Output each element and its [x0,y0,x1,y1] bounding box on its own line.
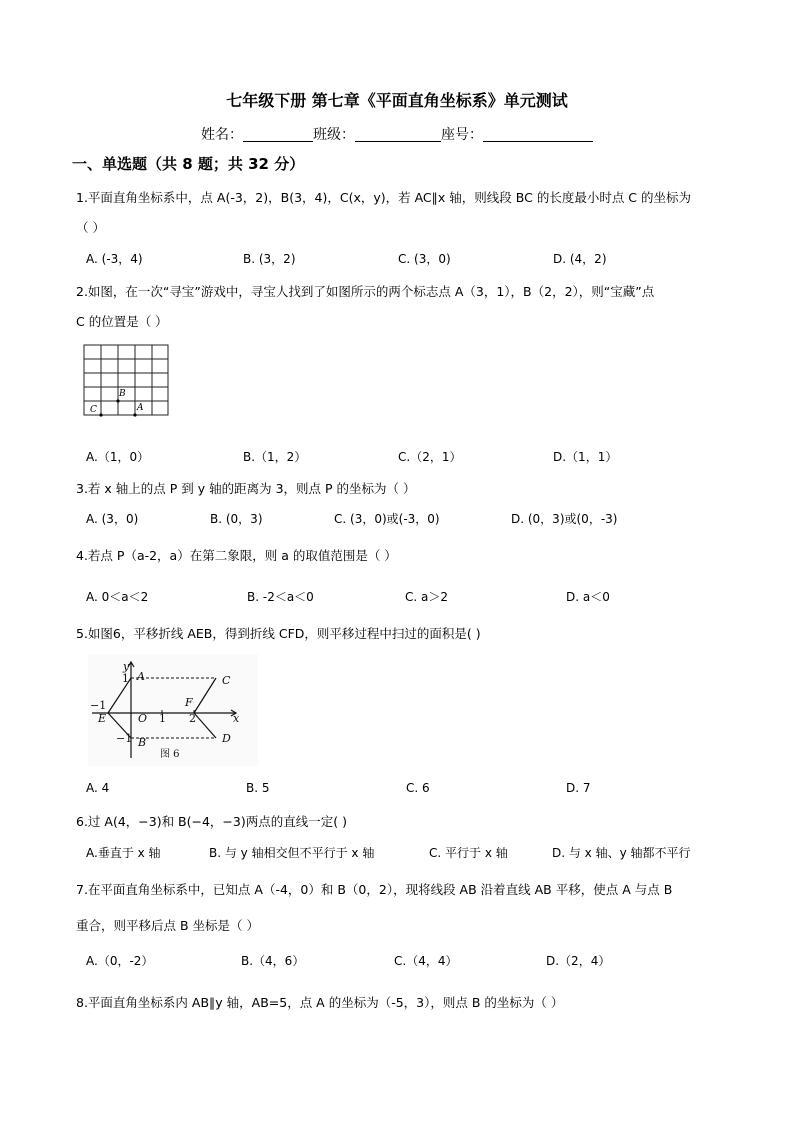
q1-option-b[interactable]: B. (3，2) [243,252,296,266]
label-o: O [138,712,148,725]
question-8-line-1: 8.平面直角坐标系内 AB∥y 轴，AB=5，点 A 的坐标为（-5，3），则点 B 的坐标为（ ） [76,995,564,1010]
point-b-dot [116,399,119,402]
tick-1-x: 1 [159,712,166,725]
student-info [0,124,794,144]
section-heading: 一、单选题（共 8 题；共 32 分） [72,155,305,173]
q5-option-a[interactable]: A. 4 [86,781,110,795]
q4-option-c[interactable]: C. a＞2 [405,590,448,604]
tick-neg1-y: −1 [116,732,133,745]
question-1-line-2: （ ） [76,220,105,235]
page-title: 七年级下册 第七章《平面直角坐标系》单元测试 [226,91,568,110]
q2-option-b[interactable]: B.（1，2） [243,450,307,464]
q2-option-d[interactable]: D.（1，1） [553,450,618,464]
q6-option-d[interactable]: D. 与 x 轴、y 轴都不平行 [552,846,691,860]
question-2-line-2: C 的位置是（ ） [76,314,168,329]
label-a: A [137,403,144,413]
name-blank[interactable] [243,127,313,142]
question-5-line-1: 5.如图6，平移折线 AEB，得到折线 CFD，则平移过程中扫过的面积是( ) [76,626,481,641]
label-c: C [90,405,97,415]
class-label: 班级： [313,127,355,143]
q4-option-d[interactable]: D. a＜0 [566,590,610,604]
q1-option-a[interactable]: A. (-3，4) [86,252,143,266]
tick-1-y: 1 [122,672,129,685]
q3-option-b[interactable]: B. (0，3) [210,512,263,526]
label-x: x [233,712,240,725]
point-a-dot [133,413,136,416]
q4-option-a[interactable]: A. 0＜a＜2 [86,590,149,604]
q5-option-d[interactable]: D. 7 [566,781,591,795]
question-7-line-1: 7.在平面直角坐标系中，已知点 A（-4，0）和 B（0，2），现将线段 AB 沿着直线 AB 平移，使点 A 与点 B [76,882,673,897]
label-b: B [119,389,126,399]
seat-blank[interactable] [483,127,593,142]
q7-option-a[interactable]: A.（0，-2） [86,954,154,968]
question-1-line-1: 1.平面直角坐标系中，点 A(-3，2)，B(3，4)，C(x，y)，若 AC∥x 轴，则线段 BC 的长度最小时点 C 的坐标为 [76,190,691,205]
q3-option-a[interactable]: A. (3，0) [86,512,139,526]
label-c: C [222,674,231,687]
label-d: D [222,732,231,745]
seat-label: 座号： [441,127,483,143]
q7-option-d[interactable]: D.（2，4） [546,954,611,968]
question-6-line-1: 6.过 A(4，−3)和 B(−4，−3)两点的直线一定( ) [76,814,347,829]
question-4-line-1: 4.若点 P（a-2，a）在第二象限，则 a 的取值范围是（ ） [76,548,397,563]
q5-option-b[interactable]: B. 5 [246,781,270,795]
q2-option-c[interactable]: C.（2，1） [398,450,462,464]
q3-option-c[interactable]: C. (3，0)或(-3，0) [334,512,440,526]
q5-translation-figure [88,654,258,766]
q4-option-b[interactable]: B. -2＜a＜0 [247,590,314,604]
question-3-line-1: 3.若 x 轴上的点 P 到 y 轴的距离为 3，则点 P 的坐标为（ ） [76,481,416,496]
q1-option-c[interactable]: C. (3，0) [398,252,451,266]
name-label: 姓名： [201,127,243,143]
q2-grid-figure [80,342,172,428]
label-f: F [185,696,193,709]
tick-neg1-x: −1 [90,699,107,712]
label-b: B [138,736,147,749]
label-a: A [137,670,145,683]
q6-option-a[interactable]: A.垂直于 x 轴 [86,846,161,860]
label-y: y [123,660,130,673]
question-2-line-1: 2.如图，在一次“寻宝”游戏中，寻宝人找到了如图所示的两个标志点 A（3，1），B（2，2），则“宝藏”点 [76,284,655,299]
q6-option-c[interactable]: C. 平行于 x 轴 [429,846,508,860]
point-c-dot [99,413,102,416]
class-blank[interactable] [355,127,441,142]
tick-2-x: 2 [189,712,196,725]
q6-option-b[interactable]: B. 与 y 轴相交但不平行于 x 轴 [209,846,375,860]
figure-caption: 图 6 [160,749,180,760]
question-7-line-2: 重合，则平移后点 B 坐标是（ ） [76,918,259,933]
q1-option-d[interactable]: D. (4，2) [553,252,607,266]
q7-option-b[interactable]: B.（4，6） [241,954,305,968]
q5-option-c[interactable]: C. 6 [406,781,430,795]
q2-option-a[interactable]: A.（1，0） [86,450,150,464]
q3-option-d[interactable]: D. (0，3)或(0，-3) [511,512,618,526]
q7-option-c[interactable]: C.（4，4） [394,954,458,968]
label-e: E [98,712,107,725]
